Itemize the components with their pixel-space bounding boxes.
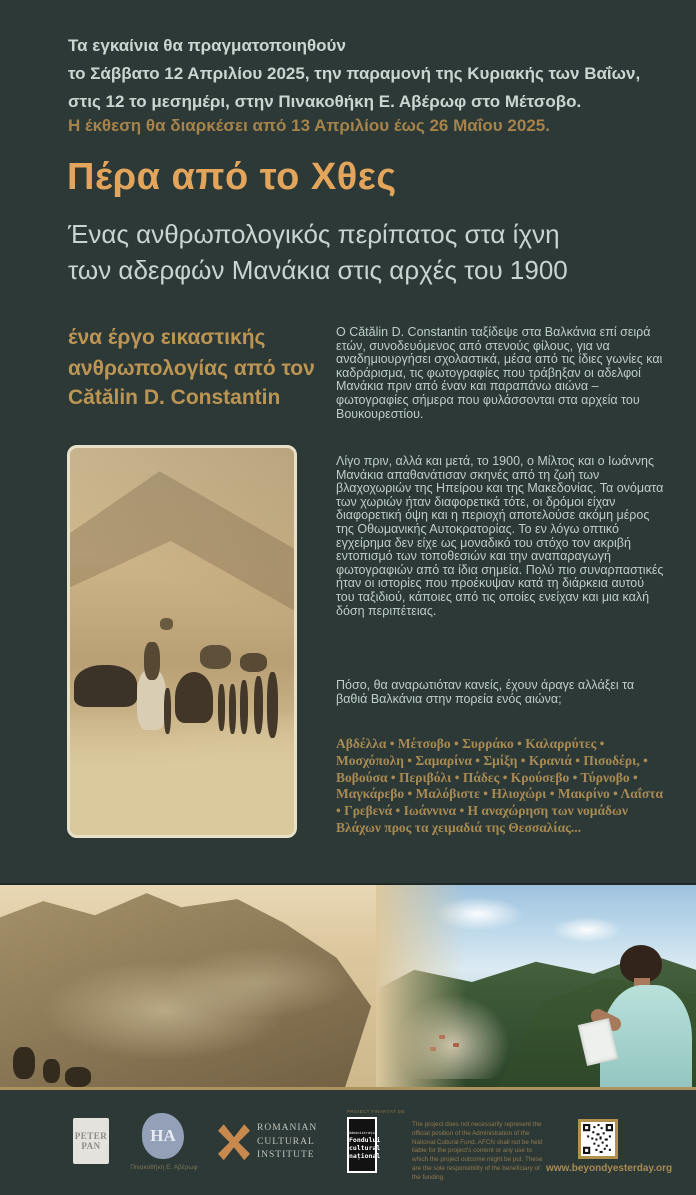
afcn-logo (347, 1117, 381, 1173)
panorama-foreground-figure (65, 1067, 91, 1087)
subtitle-line: Ένας ανθρωπολογικός περίπατος στα ίχνη (68, 219, 560, 249)
photo-person-figure (254, 676, 263, 734)
opening-info-line: στις 12 το μεσημέρι, στην Πινακοθήκη Ε. Αβέρωφ στο Μέτσοβο. (68, 92, 582, 111)
poster-subtitle (68, 216, 568, 288)
afcn-logo-line: Administrația (349, 1130, 377, 1135)
artist-name: Cătălin D. Constantin (68, 386, 281, 409)
body-paragraph-2: Λίγο πριν, αλλά και μετά, το 1900, ο Μίλτος και ο Ιωάννης Μανάκια απαθανάτισαν σκηνές από τη ζωή των βλαχοχωριών της Ηπείρου και της Μακεδονίας. Τα ονόματα των χωριών ήταν διαφορετικά τότε, οι δρόμοι είχαν διαφορετική όψη και η περιοχή αποτελούσε ακόμη μέρος της Οθωμανικής Αυτοκρατορίας. Το εν λόγω οπτικό εγχείρημα δεν είχε ως μοναδικό του στόχο τον ακριβή εντοπισμό των τοποθεσιών και την αναπαραγωγή φωτογραφιών από τα ίδια σημεία. Πολύ πιο συναρπαστικές ήταν οι ιστορίες που προέκυψαν κατά τη διάρκεια αυτού του ταξιδιού, κάποιες από τις οποίες ενείχαν και μια καλή δόση περιπέτειας. (336, 454, 664, 618)
panorama-old-scree-light (0, 885, 432, 1087)
afcn-logo-line: Fondului (349, 1135, 381, 1144)
photo-tent-shape (74, 665, 137, 708)
opening-info (68, 32, 640, 116)
rci-wordmark-line: INSTITUTE (257, 1150, 315, 1160)
averoff-gallery-caption: Πινακοθήκη Ε. Αβέρωφ (130, 1164, 198, 1171)
afcn-logo-line: național (349, 1151, 381, 1160)
website-url: www.beyondyesterday.org (546, 1163, 673, 1174)
photo-person-figure (240, 680, 248, 734)
body-paragraph-3: Πόσο, θα αναρωτιόταν κανείς, έχουν άραγε αλλάξει τα βαθιά Βαλκάνια στην πορεία ενός αιώνα; (336, 678, 635, 706)
photo-person-figure (218, 684, 225, 730)
photo-person-figure (164, 688, 171, 734)
subtitle-line: των αδερφών Μανάκια στις αρχές του 1900 (68, 255, 568, 285)
rci-wordmark (257, 1122, 317, 1163)
afcn-logo-inner (349, 1119, 381, 1171)
rci-wordmark-line: CULTURAL (257, 1136, 315, 1147)
afcn-funding-caption: PROIECT FINANȚAT DE (347, 1109, 405, 1114)
man-viewing-photo-figure (584, 945, 696, 1087)
panorama-foreground-figure (43, 1059, 60, 1083)
averoff-monogram: ΗΑ (150, 1126, 176, 1145)
photo-rider-figure (144, 642, 160, 681)
rci-wordmark-line: ROMANIAN (257, 1123, 318, 1133)
averoff-gallery-logo (142, 1113, 184, 1159)
romanian-cultural-institute-logo (218, 1122, 317, 1163)
peter-pan-logo-text: PAN (81, 1141, 101, 1151)
poster-title: Πέρα από το Χθες (67, 156, 397, 198)
body-paragraph-1: Ο Cătălin D. Constantin ταξίδεψε στα Βαλκάνια επί σειρά ετών, συνοδευόμενος από στενούς φίλους, για να αναδημιουργήσει σχολαστικά, μέσα από τις ίδιες γωνίες και καδράρισμα, τις φωτογραφίες που τράβηξαν οι αδελφοί Μανάκια πριν από έναν και παραπάνω αιώνα – φωτογραφίες σήμερα που φυλάσσονται στα αρχεία του Βουκουρεστίου. (336, 325, 663, 421)
panorama-blend-transition (376, 885, 466, 1087)
credit-line: ανθρωπολογίας από τον (68, 357, 315, 380)
photo-packhorse-shape (175, 672, 213, 722)
peter-pan-logo (73, 1118, 109, 1164)
cloud-shape (552, 917, 622, 943)
project-credit (68, 322, 315, 384)
opening-info-line: Τα εγκαίνια θα πραγματοποιηθούν (68, 36, 346, 55)
panorama-old-sepia-half (0, 885, 432, 1087)
panorama-foreground-figure (13, 1047, 35, 1079)
photo-tent-shape (200, 645, 231, 668)
photo-tent-shape (240, 653, 267, 672)
funding-disclaimer: The project does not necessarily represent the official position of the Administration of the National Cultural Fund. AFCN shall not be held liable for the project's content or any use to which the project outcome might be put. These are the sole responsibility of the beneficiary of the funding. (412, 1121, 543, 1181)
opening-info-line: το Σάββατο 12 Απριλίου 2025, την παραμονή της Κυριακής των Βαΐων, (68, 64, 641, 83)
exhibition-duration: Η έκθεση θα διαρκέσει από 13 Απριλίου έως 26 Μαΐου 2025. (68, 116, 550, 135)
qr-code (578, 1119, 618, 1159)
photo-distant-horse (160, 618, 173, 630)
photo-person-figure (229, 684, 236, 734)
credit-line: ένα έργο εικαστικής (68, 326, 266, 349)
peter-pan-logo-text: PETER (74, 1131, 108, 1141)
man-blue-shirt (600, 985, 692, 1087)
archival-caravan-photo (67, 445, 297, 838)
panorama-then-now-photo (0, 883, 696, 1090)
photo-person-figure (267, 672, 278, 738)
afcn-logo-line: cultural (349, 1143, 381, 1152)
villages-list: Αβδέλλα • Μέτσοβο • Συρράκο • Καλαρρύτες • Μοσχόπολη • Σαμαρίνα • Σμίξη • Κρανιά • Πισοδέρι, • Βοβούσα • Περιβόλι • Πάδες • Κρούσεβο • Τύρνοβο • Μαγκάρεβο • Μαλόβιστε • Ηλιοχώρι • Μακρίνο • Λαΐστα • Γρεβενά • Ιωάννινα • Η αναχώρηση των νομάδων Βλάχων προς τα χειμαδιά της Θεσσαλίας... (336, 736, 664, 835)
rci-cross-icon (218, 1124, 250, 1160)
qr-code-pattern (583, 1124, 613, 1154)
